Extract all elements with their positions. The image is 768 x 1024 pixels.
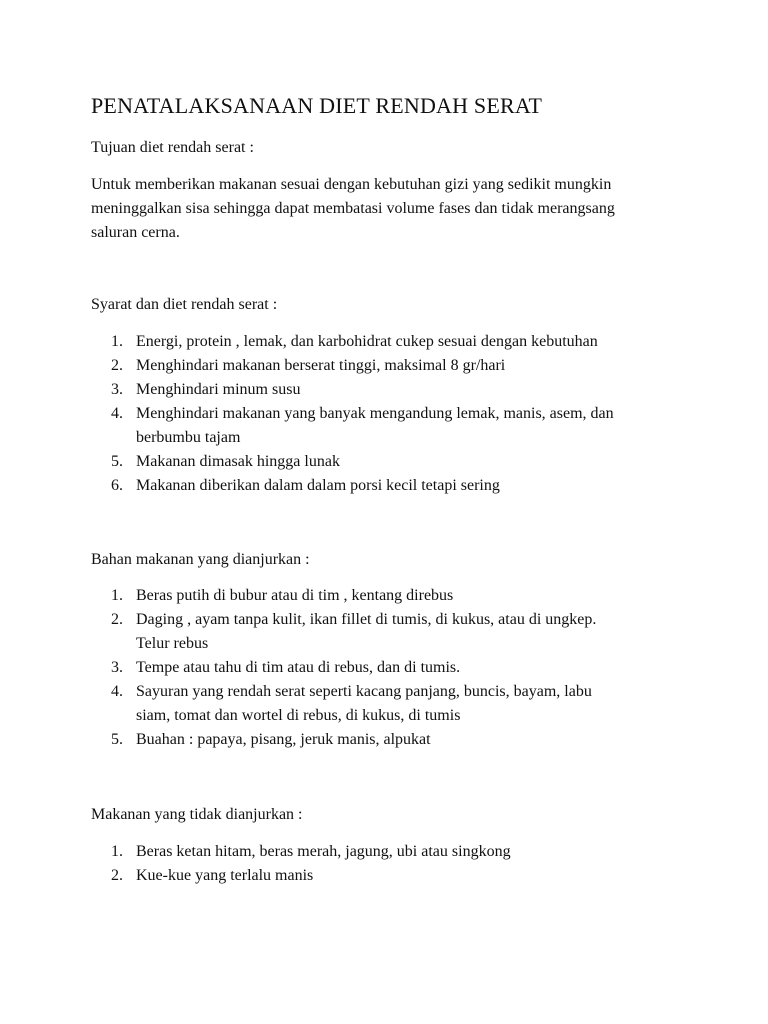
list-text: berbumbu tajam: [136, 429, 241, 446]
list-item: [91, 354, 614, 378]
list-text: Makanan dimasak hingga lunak: [136, 453, 340, 470]
list-text: Buahan : papaya, pisang, jeruk manis, alpukat: [136, 731, 431, 748]
list-text: Energi, protein , lemak, dan karbohidrat cukep sesuai dengan kebutuhan: [136, 333, 598, 350]
tujuan-line: Untuk memberikan makanan sesuai dengan kebutuhan gizi yang sedikit mungkin: [91, 176, 612, 193]
tidak-dianjurkan-list: [91, 840, 511, 888]
tujuan-line: saluran cerna.: [91, 224, 180, 241]
list-item: [91, 450, 614, 474]
tujuan-line: meninggalkan sisa sehingga dapat membatasi volume fases dan tidak merangsang: [91, 200, 615, 217]
list-number: 1.: [111, 587, 123, 604]
list-text: Daging , ayam tanpa kulit, ikan fillet di tumis, di kukus, atau di ungkep.: [136, 611, 597, 628]
list-text: Telur rebus: [136, 635, 209, 652]
list-text: Kue-kue yang terlalu manis: [136, 867, 314, 884]
list-number: 1.: [111, 333, 123, 350]
list-item: [91, 680, 596, 728]
list-number: 3.: [111, 381, 123, 398]
tujuan-paragraph: [91, 173, 701, 245]
list-item: [91, 378, 614, 402]
dianjurkan-heading: Bahan makanan yang dianjurkan :: [91, 551, 310, 568]
list-item: [91, 656, 596, 680]
list-number: 3.: [111, 659, 123, 676]
list-number: 5.: [111, 731, 123, 748]
list-item: [91, 584, 596, 608]
list-number: 4.: [111, 405, 123, 422]
tujuan-heading: Tujuan diet rendah serat :: [91, 139, 254, 156]
list-number: 2.: [111, 611, 123, 628]
list-text: Menghindari makanan yang banyak mengandung lemak, manis, asem, dan: [136, 405, 614, 422]
list-number: 4.: [111, 683, 123, 700]
dianjurkan-list: [91, 584, 596, 752]
list-item: [91, 840, 511, 864]
list-item: [91, 864, 511, 888]
document-title: PENATALAKSANAAN DIET RENDAH SERAT: [91, 93, 543, 118]
list-text: siam, tomat dan wortel di rebus, di kukus, di tumis: [136, 707, 461, 724]
list-item: [91, 402, 614, 450]
list-number: 6.: [111, 477, 123, 494]
list-item: [91, 608, 596, 656]
list-text: Beras putih di bubur atau di tim , kentang direbus: [136, 587, 454, 604]
list-number: 1.: [111, 843, 123, 860]
list-text: Beras ketan hitam, beras merah, jagung, ubi atau singkong: [136, 843, 511, 860]
list-number: 2.: [111, 357, 123, 374]
syarat-heading: Syarat dan diet rendah serat :: [91, 296, 278, 313]
syarat-list: [91, 330, 614, 498]
list-text: Menghindari minum susu: [136, 381, 301, 398]
list-number: 5.: [111, 453, 123, 470]
list-item: [91, 474, 614, 498]
tidak-dianjurkan-heading: Makanan yang tidak dianjurkan :: [91, 806, 303, 823]
list-item: [91, 330, 614, 354]
list-text: Sayuran yang rendah serat seperti kacang panjang, buncis, bayam, labu: [136, 683, 592, 700]
list-number: 2.: [111, 867, 123, 884]
list-text: Makanan diberikan dalam dalam porsi kecil tetapi sering: [136, 477, 500, 494]
list-item: [91, 728, 596, 752]
list-text: Menghindari makanan berserat tinggi, maksimal 8 gr/hari: [136, 357, 506, 374]
list-text: Tempe atau tahu di tim atau di rebus, dan di tumis.: [136, 659, 461, 676]
